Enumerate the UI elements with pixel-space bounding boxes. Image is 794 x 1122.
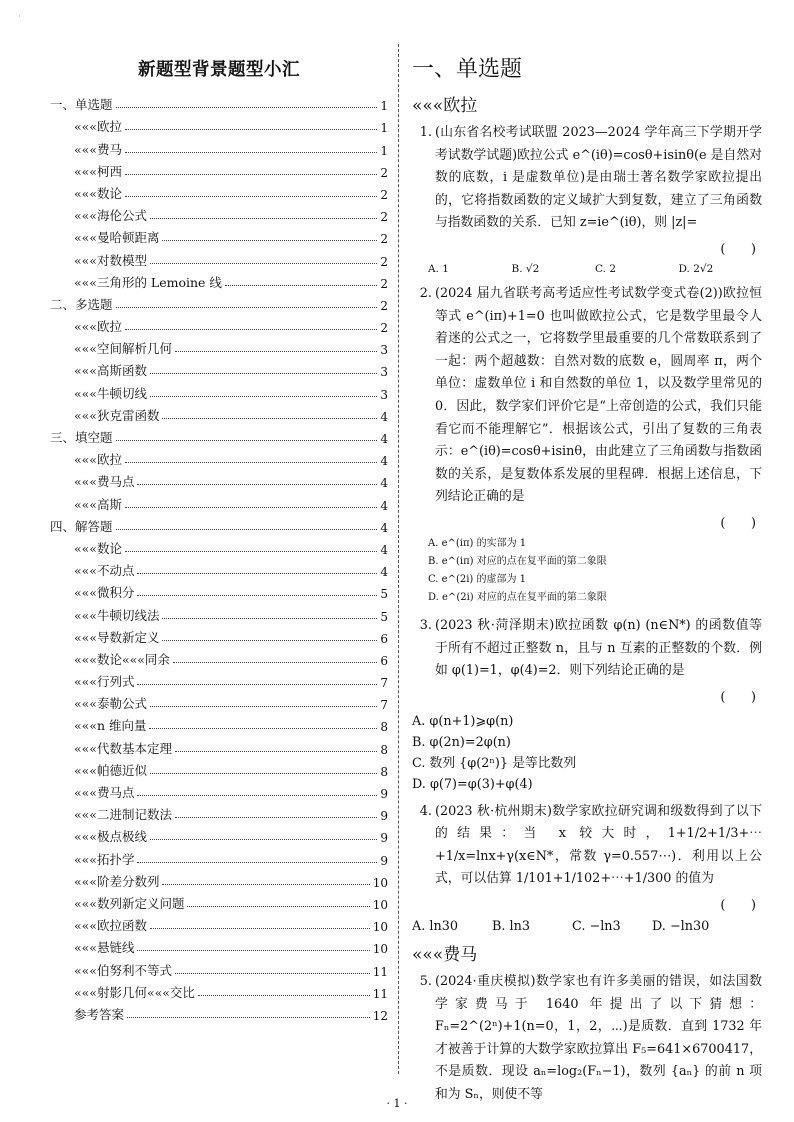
toc-entry-label: «««欧拉 bbox=[74, 452, 122, 468]
toc-entry-label: «««对数模型 bbox=[74, 252, 147, 268]
toc-entry-page: 9 bbox=[380, 809, 388, 824]
toc-entry[interactable] bbox=[50, 313, 388, 335]
toc-leader-dots bbox=[162, 884, 369, 885]
toc-entry[interactable] bbox=[50, 624, 388, 646]
question-3-options bbox=[412, 711, 762, 795]
toc-entry[interactable] bbox=[50, 224, 388, 246]
toc-leader-dots bbox=[175, 751, 377, 752]
toc-entry-page: 10 bbox=[372, 897, 388, 912]
toc-entry[interactable] bbox=[50, 135, 388, 157]
toc-entry-label: «««悬链线 bbox=[74, 940, 135, 956]
answer-bracket: ( ) bbox=[720, 898, 756, 914]
toc-leader-dots bbox=[149, 728, 377, 729]
toc-leader-dots bbox=[137, 595, 377, 596]
table-of-contents bbox=[50, 56, 388, 1023]
toc-entry-label: 参考答案 bbox=[74, 1006, 125, 1022]
toc-entry-page: 4 bbox=[380, 476, 388, 491]
toc-entry[interactable] bbox=[50, 424, 388, 446]
toc-leader-dots bbox=[116, 440, 378, 441]
toc-entry-page: 4 bbox=[380, 409, 388, 424]
toc-entry[interactable] bbox=[50, 158, 388, 180]
toc-leader-dots bbox=[137, 795, 377, 796]
toc-entry[interactable] bbox=[50, 357, 388, 379]
option-b: B. ln3 bbox=[492, 919, 531, 935]
toc-entry[interactable] bbox=[50, 513, 388, 535]
toc-entry[interactable] bbox=[50, 646, 388, 668]
toc-entry[interactable] bbox=[50, 269, 388, 291]
toc-entry-page: 1 bbox=[380, 143, 388, 158]
toc-entry-page: 2 bbox=[380, 276, 388, 291]
toc-leader-dots bbox=[150, 839, 377, 840]
toc-leader-dots bbox=[125, 152, 377, 153]
option-a: A. φ(n+1)⩾φ(n) bbox=[412, 713, 514, 729]
toc-leader-dots bbox=[125, 196, 377, 197]
page-number: · 1 · bbox=[386, 1097, 408, 1110]
toc-entry[interactable] bbox=[50, 690, 388, 712]
toc-leader-dots bbox=[137, 950, 369, 951]
toc-leader-dots bbox=[150, 218, 377, 219]
question-number: 1. bbox=[419, 125, 432, 140]
option-d: D. e^(2i) 对应的点在复平面的第二象限 bbox=[428, 591, 607, 603]
toc-entry-page: 10 bbox=[372, 875, 388, 890]
toc-entry-page: 9 bbox=[380, 853, 388, 868]
toc-entry-page: 1 bbox=[380, 99, 388, 114]
toc-entry-page: 9 bbox=[380, 831, 388, 846]
toc-entry-label: «««数论 bbox=[74, 185, 122, 201]
toc-entry[interactable] bbox=[50, 601, 388, 623]
toc-entry-label: «««海伦公式 bbox=[74, 208, 147, 224]
toc-entry-label: 一、单选题 bbox=[50, 97, 113, 113]
toc-entry-label: «««代数基本定理 bbox=[74, 740, 172, 756]
toc-leader-dots bbox=[116, 529, 378, 530]
question-number: 3. bbox=[419, 617, 432, 633]
toc-entry[interactable] bbox=[50, 91, 388, 113]
toc-entry-label: «««不动点 bbox=[74, 563, 135, 579]
toc-entry-label: «««二进制记数法 bbox=[74, 807, 172, 823]
toc-leader-dots bbox=[127, 1017, 370, 1018]
option-b: B. √2 bbox=[511, 262, 540, 275]
toc-entry-label: «««欧拉函数 bbox=[74, 918, 147, 934]
toc-entry-page: 12 bbox=[372, 1008, 388, 1023]
toc-entry-page: 2 bbox=[380, 321, 388, 336]
toc-leader-dots bbox=[137, 862, 377, 863]
toc-entry[interactable] bbox=[50, 956, 388, 978]
toc-entry[interactable] bbox=[50, 291, 388, 313]
toc-entry-label: «««费马点 bbox=[74, 474, 135, 490]
toc-entry[interactable] bbox=[50, 934, 388, 956]
toc-entry-label: «««狄克雷函数 bbox=[74, 407, 160, 423]
toc-entry[interactable] bbox=[50, 779, 388, 801]
answer-bracket: ( ) bbox=[720, 515, 756, 531]
toc-list bbox=[50, 91, 388, 1023]
toc-leader-dots bbox=[116, 107, 378, 108]
toc-leader-dots bbox=[150, 396, 377, 397]
subsection-title-euler: «««欧拉 bbox=[412, 96, 478, 116]
toc-entry-page: 7 bbox=[380, 676, 388, 691]
toc-entry-label: «««伯努利不等式 bbox=[74, 962, 172, 978]
toc-entry[interactable] bbox=[50, 712, 388, 734]
toc-title: 新题型背景题型小汇 bbox=[138, 60, 300, 80]
toc-entry-label: «««费马 bbox=[74, 141, 122, 157]
toc-entry[interactable] bbox=[50, 912, 388, 934]
toc-entry[interactable] bbox=[50, 890, 388, 912]
toc-entry[interactable] bbox=[50, 668, 388, 690]
toc-entry-label: «««n 维向量 bbox=[74, 718, 147, 734]
toc-entry-page: 2 bbox=[380, 232, 388, 247]
toc-entry-label: «««曼哈顿距离 bbox=[74, 230, 160, 246]
toc-entry[interactable] bbox=[50, 113, 388, 135]
toc-entry-page: 5 bbox=[380, 609, 388, 624]
option-d: D. 2√2 bbox=[678, 262, 714, 275]
toc-entry-page: 8 bbox=[380, 720, 388, 735]
option-c: C. −ln3 bbox=[572, 919, 621, 935]
toc-entry[interactable] bbox=[50, 202, 388, 224]
toc-entry-label: «««柯西 bbox=[74, 163, 122, 179]
toc-entry-page: 4 bbox=[380, 542, 388, 557]
answer-bracket: ( ) bbox=[720, 241, 756, 257]
toc-entry-page: 4 bbox=[380, 432, 388, 446]
question-4-options bbox=[412, 919, 762, 934]
question-text: (山东省名校考试联盟 2023—2024 学年高三下学期开学考试数学试题)欧拉公式 e^(iθ)=cosθ+isinθ(e 是自然对数的底数，i 是虚数单位)是由瑞士著名数学家欧拉提出的，它将指数函数的定义域扩大到复数，建立了三角函数与指数函数的关系．已知 z=ie^(iθ)，则 |z|= bbox=[435, 125, 762, 231]
toc-entry[interactable] bbox=[50, 579, 388, 601]
toc-entry[interactable] bbox=[50, 402, 388, 424]
toc-leader-dots bbox=[137, 484, 377, 485]
toc-entry-label: 三、填空题 bbox=[50, 430, 113, 445]
toc-leader-dots bbox=[125, 551, 377, 552]
option-d: D. −ln30 bbox=[652, 919, 710, 935]
toc-entry-page: 2 bbox=[380, 298, 388, 313]
option-c: C. e^(2i) 的虚部为 1 bbox=[428, 573, 527, 585]
question-text: (2023 秋·杭州期末)数学家欧拉研究调和级数得到了以下的结果：当 x 较大时，1+1/2+1/3+⋯+1/x=lnx+γ(x∈N*，常数 γ=0.557⋯)．利用以上公式，可以估算 1/101+1/102+⋯+1/300 的值为 bbox=[435, 803, 762, 887]
question-4 bbox=[412, 801, 762, 891]
answer-bracket: ( ) bbox=[720, 689, 756, 705]
toc-entry-page: 10 bbox=[372, 920, 388, 935]
toc-entry[interactable] bbox=[50, 446, 388, 468]
toc-leader-dots bbox=[162, 618, 377, 619]
toc-entry-label: «««牛顿切线法 bbox=[74, 607, 160, 623]
toc-leader-dots bbox=[116, 307, 378, 308]
toc-entry[interactable] bbox=[50, 823, 388, 845]
toc-entry-page: 5 bbox=[380, 587, 388, 602]
toc-entry-page: 8 bbox=[380, 742, 388, 757]
toc-entry-page: 8 bbox=[380, 764, 388, 779]
toc-leader-dots bbox=[137, 573, 377, 574]
option-c: C. 2 bbox=[595, 262, 617, 275]
question-text: (2023 秋·菏泽期末)欧拉函数 φ(n) (n∈N*) 的函数值等于所有不超过正整数 n，且与 n 互素的正整数的个数．例如 φ(1)=1，φ(4)=2．则下列结论正确的是 bbox=[435, 617, 762, 679]
toc-entry-page: 2 bbox=[380, 254, 388, 269]
toc-leader-dots bbox=[198, 995, 370, 996]
toc-entry-page: 3 bbox=[380, 343, 388, 358]
toc-entry-page: 11 bbox=[372, 964, 388, 979]
toc-leader-dots bbox=[187, 906, 369, 907]
toc-entry-page: 4 bbox=[380, 498, 388, 513]
toc-entry-page: 2 bbox=[380, 210, 388, 225]
column-divider bbox=[398, 44, 399, 1074]
toc-entry-label: «««牛顿切线 bbox=[74, 385, 147, 401]
question-1-options bbox=[428, 263, 762, 275]
question-2 bbox=[412, 283, 762, 509]
toc-entry-label: «««空间解析几何 bbox=[74, 341, 172, 357]
toc-entry-label: «««拓扑学 bbox=[74, 851, 135, 867]
toc-leader-dots bbox=[150, 263, 377, 264]
toc-entry-label: «««数论«««同余 bbox=[74, 651, 170, 667]
question-text: (2024 届九省联考高考适应性考试数学变式卷(2))欧拉恒等式 e^(iπ)+1=0 也叫做欧拉公式，它是数学里最令人着迷的公式之一，它将数学里最重要的几个常数联系到了一起：两个超越数：自然对数的底数 e，圆周率 π，两个单位：虚数单位 i 和自然数的单位 1，以及数学里常见的 0．因此，数学家们评价它是“上帝创造的公式，我们只能看它而不能理解它”．根据该公式，引出了复数的三角表示：e^(iθ)=cosθ+isinθ，由此建立了三角函数与指数函数的关系，是复数体系发展的里程碑．根据上述信息，下列结论正确的是 bbox=[435, 285, 762, 505]
toc-leader-dots bbox=[175, 973, 370, 974]
toc-entry-label: «««三角形的 Lemoine 线 bbox=[74, 274, 222, 290]
toc-entry-page: 9 bbox=[380, 787, 388, 801]
toc-leader-dots bbox=[162, 240, 377, 241]
toc-leader-dots bbox=[150, 928, 370, 929]
toc-entry-label: «««数论 bbox=[74, 540, 122, 556]
toc-entry-page: 2 bbox=[380, 165, 388, 180]
question-number: 5. bbox=[419, 974, 432, 990]
toc-entry-label: «««阶差分数列 bbox=[74, 873, 160, 889]
option-c: C. 数列 {φ(2ⁿ)} 是等比数列 bbox=[412, 755, 577, 771]
toc-entry-page: 6 bbox=[380, 653, 388, 668]
toc-entry-page: 4 bbox=[380, 565, 388, 580]
toc-leader-dots bbox=[137, 684, 377, 685]
toc-entry[interactable] bbox=[50, 379, 388, 401]
toc-entry-label: «««行列式 bbox=[74, 674, 135, 690]
toc-entry-page: 7 bbox=[380, 698, 388, 713]
toc-leader-dots bbox=[162, 418, 377, 419]
toc-entry[interactable] bbox=[50, 468, 388, 490]
toc-entry-label: «««高斯 bbox=[74, 496, 122, 512]
toc-leader-dots bbox=[125, 174, 377, 175]
toc-entry-label: «««极点极线 bbox=[74, 829, 147, 845]
option-a: A. e^(iπ) 的实部为 1 bbox=[428, 537, 527, 549]
toc-entry[interactable] bbox=[50, 757, 388, 779]
questions-column bbox=[412, 52, 762, 1111]
toc-entry-label: 四、解答题 bbox=[50, 518, 113, 534]
toc-entry[interactable] bbox=[50, 1001, 388, 1023]
toc-entry[interactable] bbox=[50, 845, 388, 867]
question-1 bbox=[412, 122, 762, 235]
subsection-title-fermat: «««费马 bbox=[412, 945, 478, 966]
toc-entry-page: 2 bbox=[380, 187, 388, 202]
toc-entry[interactable] bbox=[50, 979, 388, 1001]
question-text: (2024·重庆模拟)数学家也有许多美丽的错误，如法国数学家费马于 1640 年提出了以下猜想：Fₙ=2^(2ⁿ)+1(n=0，1，2，⋯)是质数．直到 1732 年才被善于计算的大数学家欧拉算出 F₅=641×6700417，不是质数．现设 aₙ=log₂(Fₙ−1)，数列 {aₙ} 的前 n 项和为 Sₙ，则使不等 bbox=[435, 974, 762, 1103]
toc-entry[interactable] bbox=[50, 734, 388, 756]
toc-leader-dots bbox=[125, 329, 377, 330]
question-number: 2. bbox=[419, 285, 432, 301]
toc-entry[interactable] bbox=[50, 801, 388, 823]
toc-entry-label: «««导数新定义 bbox=[74, 629, 160, 645]
toc-leader-dots bbox=[150, 706, 377, 707]
toc-entry[interactable] bbox=[50, 490, 388, 512]
toc-leader-dots bbox=[225, 285, 377, 286]
toc-leader-dots bbox=[150, 773, 377, 774]
corner-mark: · bbox=[18, 12, 21, 22]
question-5 bbox=[412, 971, 762, 1107]
toc-entry-label: 二、多选题 bbox=[50, 296, 113, 312]
toc-leader-dots bbox=[125, 129, 377, 130]
toc-leader-dots bbox=[175, 817, 377, 818]
toc-leader-dots bbox=[175, 351, 377, 352]
toc-entry[interactable] bbox=[50, 246, 388, 268]
toc-entry-label: «««费马点 bbox=[74, 785, 135, 800]
toc-leader-dots bbox=[125, 462, 377, 463]
toc-entry-page: 3 bbox=[380, 365, 388, 380]
question-2-options bbox=[428, 535, 762, 607]
toc-entry-label: «««高斯函数 bbox=[74, 363, 147, 379]
toc-entry-label: «««欧拉 bbox=[74, 119, 122, 135]
option-b: B. φ(2n)=2φ(n) bbox=[412, 734, 511, 750]
toc-entry-label: «««数列新定义问题 bbox=[74, 895, 185, 911]
section-title: 一、单选题 bbox=[412, 57, 523, 82]
toc-entry-page: 11 bbox=[372, 986, 388, 1001]
question-3 bbox=[412, 615, 762, 683]
option-a: A. 1 bbox=[428, 262, 449, 275]
toc-entry-label: «««帕德近似 bbox=[74, 762, 147, 778]
toc-leader-dots bbox=[125, 507, 377, 508]
toc-entry-page: 6 bbox=[380, 631, 388, 646]
toc-entry-label: «««泰勒公式 bbox=[74, 696, 147, 712]
toc-entry-page: 10 bbox=[372, 942, 388, 957]
toc-leader-dots bbox=[173, 662, 377, 663]
toc-entry-page: 4 bbox=[380, 520, 388, 535]
option-d: D. φ(7)=φ(3)+φ(4) bbox=[412, 776, 533, 792]
toc-entry[interactable] bbox=[50, 557, 388, 579]
toc-entry-label: «««射影几何«««交比 bbox=[74, 984, 195, 1000]
toc-entry[interactable] bbox=[50, 180, 388, 202]
toc-entry[interactable] bbox=[50, 535, 388, 557]
toc-entry-page: 3 bbox=[380, 387, 388, 402]
toc-entry[interactable] bbox=[50, 868, 388, 890]
option-a: A. ln30 bbox=[412, 919, 458, 935]
toc-entry-page: 1 bbox=[380, 121, 388, 136]
toc-entry-page: 4 bbox=[380, 454, 388, 469]
question-number: 4. bbox=[419, 803, 432, 819]
toc-leader-dots bbox=[150, 373, 377, 374]
toc-leader-dots bbox=[162, 640, 377, 641]
toc-entry-label: «««欧拉 bbox=[74, 319, 122, 335]
toc-entry[interactable] bbox=[50, 335, 388, 357]
toc-entry-label: «««微积分 bbox=[74, 585, 135, 601]
option-b: B. e^(iπ) 对应的点在复平面的第二象限 bbox=[428, 555, 607, 567]
